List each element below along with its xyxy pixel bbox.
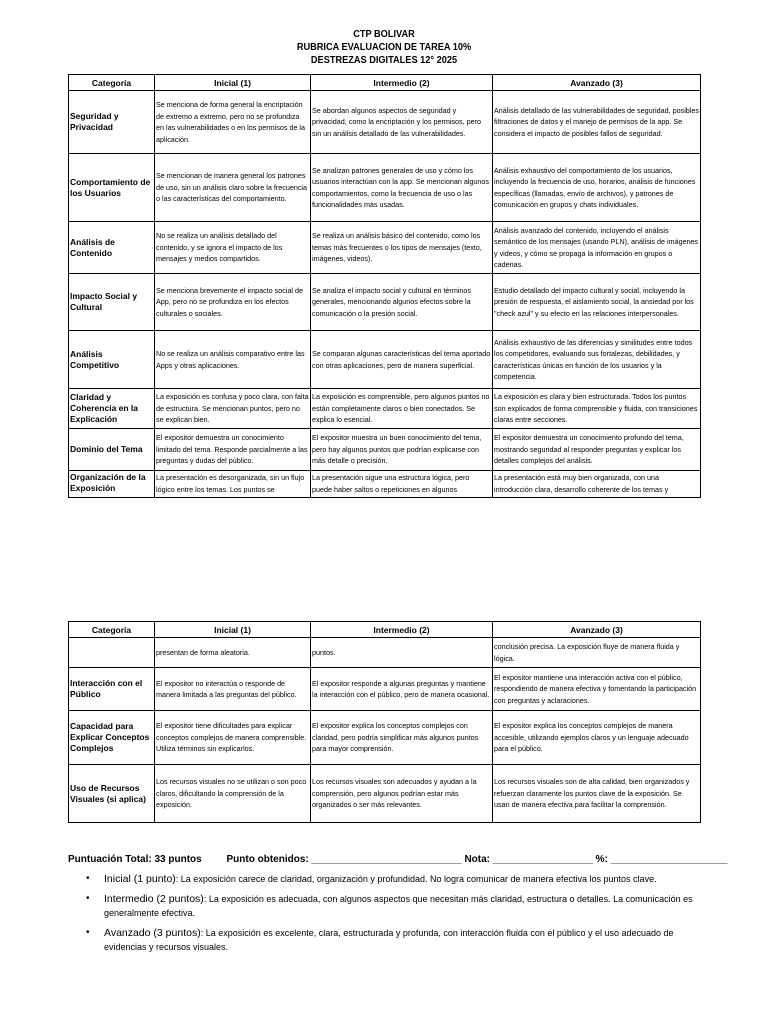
table-row	[69, 668, 701, 711]
category-cell: Capacidad para Explicar Conceptos Complejos	[69, 711, 155, 765]
legend-text: : La exposición es excelente, clara, estructurada y profunda, con interacción fluida con el público y el uso adecuado de evidencias y recursos visuales.	[104, 928, 674, 952]
bullet-icon: •	[86, 873, 90, 884]
table-row	[69, 765, 701, 823]
category-cell: Dominio del Tema	[69, 429, 155, 471]
table-row	[69, 274, 701, 331]
inicial-cell: El expositor tiene dificultades para explicar conceptos complejos de manera comprensible. Utiliza términos sin explicarlos.	[155, 711, 311, 765]
category-label: Organización de la Exposición	[70, 472, 146, 493]
legend-item	[80, 926, 710, 954]
avanzado-cell: El expositor mantiene una interacción activa con el público, respondiendo de manera efectiva y fomentando la participación con preguntas y aclaraciones.	[493, 668, 701, 711]
category-cell	[69, 638, 155, 668]
grade-field: Nota: __________________	[464, 854, 593, 865]
avanzado-cell: La exposición es clara y bien estructurada. Todos los puntos son explicados de forma comprensible y fluida, con transiciones claras entre secciones.	[493, 389, 701, 429]
avanzado-cell: Análisis exhaustivo de las diferencias y similitudes entre todos los competidores, evaluando sus fortalezas, debilidades, y características únicas en función de los usuarios y la competencia.	[493, 331, 701, 389]
legend-level: Inicial (1 punto)	[104, 873, 176, 885]
intermedio-cell: El expositor muestra un buen conocimiento del tema, pero hay algunos puntos que podrían explicarse con más detalle o precisión.	[311, 429, 493, 471]
category-cell: Uso de Recursos Visuales (si aplica)	[69, 765, 155, 823]
avanzado-cell: Análisis detallado de las vulnerabilidades de seguridad, posibles filtraciones de datos y el manejo de permisos de la app. Se considera el impacto de posibles fallos de seguridad.	[493, 91, 701, 154]
legend-item	[80, 892, 710, 920]
table-header-row	[69, 622, 701, 638]
intermedio-cell: Se comparan algunas características del tema aportado con otras aplicaciones, pero de manera superficial.	[311, 331, 493, 389]
inicial-cell: El expositor no interactúa o responde de manera limitada a las preguntas del público.	[155, 668, 311, 711]
category-cell: Seguridad y Privacidad	[69, 91, 155, 154]
table-row	[69, 471, 701, 498]
table-row	[69, 222, 701, 274]
col-header-intermedio: Intermedio (2)	[311, 75, 493, 91]
cell-text: La presentación es desorganizada, sin un flujo lógico entre los temas. Los puntos se	[156, 473, 305, 494]
intermedio-cell: La exposición es comprensible, pero algunos puntos no están completamente claros o bien conectados. Se explica lo esencial.	[311, 389, 493, 429]
col-header-inicial: Inicial (1)	[155, 622, 311, 638]
legend-item	[80, 872, 710, 886]
table-header-row	[69, 75, 701, 91]
course-subtitle: DESTREZAS DIGITALES 12° 2025	[310, 55, 458, 66]
intermedio-cell: Se abordan algunos aspectos de seguridad y privacidad, como la encriptación y los permisos, pero sin un análisis detallado de las vulnerabilidades.	[311, 91, 493, 154]
percent-field: %: _____________________	[595, 854, 728, 865]
table-row	[69, 331, 701, 389]
inicial-cell: Se menciona brevemente el impacto social de App, pero no se profundiza en los efectos culturales o sociales.	[155, 274, 311, 331]
category-cell: Análisis Competitivo	[69, 331, 155, 389]
avanzado-cell: Los recursos visuales son de alta calidad, bien organizados y refuerzan claramente los puntos clave de la exposición. Se usan de manera efectiva para facilitar la comprensión.	[493, 765, 701, 823]
col-header-inicial: Inicial (1)	[155, 75, 311, 91]
intermedio-cell: Se realiza un análisis básico del contenido, como los temas más frecuentes o los tipos de mensajes (texto, imágenes, videos).	[311, 222, 493, 274]
intermedio-cell: puntos.	[311, 638, 493, 668]
category-cell: Impacto Social y Cultural	[69, 274, 155, 331]
inicial-cell: El expositor demuestra un conocimiento limitado del tema. Responde parcialmente a las preguntas y dudas del público.	[155, 429, 311, 471]
rubric-table-page-2	[68, 621, 701, 823]
col-header-category: Categoría	[69, 622, 155, 638]
col-header-avanzado: Avanzado (3)	[493, 622, 701, 638]
bullet-icon: •	[86, 927, 90, 938]
legend-level: Intermedio (2 puntos)	[104, 893, 204, 905]
inicial-cell: Los recursos visuales no se utilizan o son poco claros, dificultando la comprensión de la exposición.	[155, 765, 311, 823]
inicial-cell: Se menciona de forma general la encriptación de extremo a extremo, pero no se profundiza en las vulnerabilidades o en los permisos de la aplicación.	[155, 91, 311, 154]
avanzado-cell: El expositor demuestra un conocimiento profundo del tema, mostrando seguridad al responder preguntas y explicar los detalles complejos del análisis.	[493, 429, 701, 471]
score-totals-line	[68, 854, 727, 865]
intermedio-cell: El expositor responde a algunas preguntas y mantiene la interacción con el público, pero de manera ocasional.	[311, 668, 493, 711]
col-header-avanzado: Avanzado (3)	[493, 75, 701, 91]
rubric-title: RUBRICA EVALUACION DE TAREA 10%	[296, 42, 472, 53]
avanzado-cell: El expositor explica los conceptos complejos de manera accesible, utilizando ejemplos claros y un lenguaje adecuado para el público.	[493, 711, 701, 765]
avanzado-cell: Análisis avanzado del contenido, incluyendo el análisis semántico de los mensajes (usando PLN), análisis de imágenes y videos, y cómo se propaga la información en grupos o cadenas.	[493, 222, 701, 274]
intermedio-cell: Se analizan patrones generales de uso y cómo los usuarios interactúan con la app. Se mencionan algunos comportamientos, como la frecuencia de uso o las funcionalidades más usadas.	[311, 154, 493, 222]
table-row	[69, 711, 701, 765]
points-obtained-field: Punto obtenidos: ___________________________	[226, 854, 462, 865]
inicial-cell: presentan de forma aleatoria.	[155, 638, 311, 668]
intermedio-cell: Los recursos visuales son adecuados y ayudan a la comprensión, pero algunos podrían estar más organizados o ser más relevantes.	[311, 765, 493, 823]
avanzado-cell	[493, 471, 701, 498]
inicial-cell: No se realiza un análisis comparativo entre las Apps y otras aplicaciones.	[155, 331, 311, 389]
intermedio-cell	[311, 471, 493, 498]
level-legend	[80, 872, 710, 960]
avanzado-cell: Análisis exhaustivo del comportamiento de los usuarios, incluyendo la frecuencia de uso, horarios, análisis de funciones específicas (llamadas, envío de archivos), y patrones de comunicación en grupos y chats individuales.	[493, 154, 701, 222]
avanzado-cell: Estudio detallado del impacto cultural y social, incluyendo la presión de respuesta, el aislamiento social, la ansiedad por los "check azul" y su efecto en las relaciones interpersonales.	[493, 274, 701, 331]
col-header-intermedio: Intermedio (2)	[311, 622, 493, 638]
table-row	[69, 154, 701, 222]
category-cell: Comportamiento de los Usuarios	[69, 154, 155, 222]
intermedio-cell: Se analiza el impacto social y cultural en términos generales, mencionando algunos efectos sobre la comunicación o la presión social.	[311, 274, 493, 331]
category-cell	[69, 471, 155, 498]
document-header	[0, 28, 768, 67]
category-cell: Claridad y Coherencia en la Explicación	[69, 389, 155, 429]
school-name: CTP BOLIVAR	[353, 29, 415, 40]
table-row	[69, 91, 701, 154]
total-value: 33 puntos	[154, 854, 202, 865]
inicial-cell: La exposición es confusa y poco clara, con falta de estructura. Se mencionan puntos, pero no se explican bien.	[155, 389, 311, 429]
total-label: Puntuación Total:	[68, 854, 152, 865]
intermedio-cell: El expositor explica los conceptos complejos con claridad, pero podría simplificar más algunos puntos para mayor comprensión.	[311, 711, 493, 765]
table-row	[69, 389, 701, 429]
bullet-icon: •	[86, 893, 90, 904]
rubric-table-page-1	[68, 74, 701, 498]
legend-text: : La exposición es adecuada, con algunos aspectos que necesitan más claridad, estructura o detalles. La comunicación es generalmente efectiva.	[104, 894, 693, 918]
category-cell: Interacción con el Público	[69, 668, 155, 711]
cell-text: La presentación está muy bien organizada, con una introducción clara, desarrollo coherente de los temas y	[494, 473, 669, 494]
legend-text: : La exposición carece de claridad, organización y profundidad. No logra comunicar de manera efectiva los puntos clave.	[175, 874, 657, 884]
inicial-cell	[155, 471, 311, 498]
table-row	[69, 429, 701, 471]
category-cell: Análisis de Contenido	[69, 222, 155, 274]
col-header-category: Categoría	[69, 75, 155, 91]
inicial-cell: Se mencionan de manera general los patrones de uso, sin un análisis claro sobre la frecuencia o las características del comportamiento.	[155, 154, 311, 222]
avanzado-cell: conclusión precisa. La exposición fluye de manera fluida y lógica.	[493, 638, 701, 668]
cell-text: La presentación sigue una estructura lógica, pero puede haber saltos o repeticiones en algunos	[312, 473, 470, 494]
legend-level: Avanzado (3 puntos)	[104, 927, 201, 939]
inicial-cell: No se realiza un análisis detallado del contenido, y se ignora el impacto de los mensajes y medios compartidos.	[155, 222, 311, 274]
table-row	[69, 638, 701, 668]
